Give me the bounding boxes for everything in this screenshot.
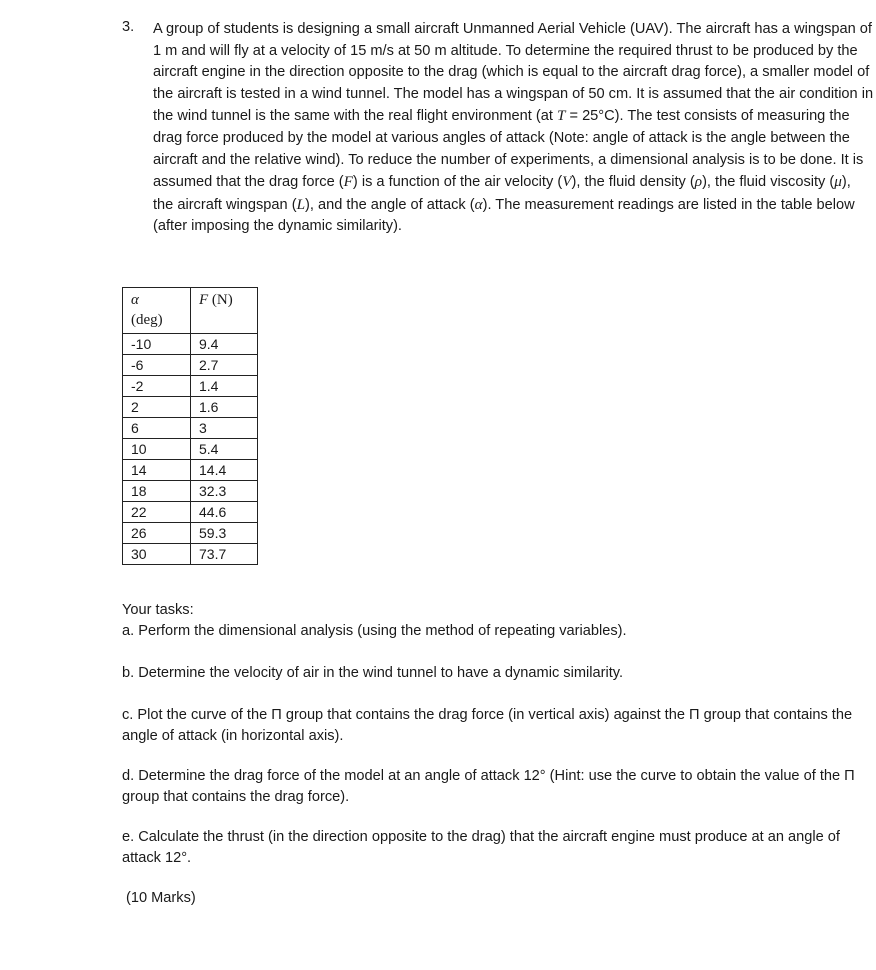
table-row <box>123 481 258 502</box>
math-symbol: F <box>343 173 353 191</box>
text-segment: = 25°C). The test consists of measuring the drag force produced by the model at various angles of attack (Note: angle of attack is the angle between the aircraft and the relative wind). To reduce the number of experiments, a dimensional analysis is to be done. It is assumed that the drag force ( <box>153 108 864 191</box>
force-cell: 32.3 <box>191 481 258 502</box>
force-column-header: F (N) <box>191 288 258 334</box>
force-cell: 3 <box>191 418 258 439</box>
force-cell: 5.4 <box>191 439 258 460</box>
math-symbol: T <box>556 107 566 125</box>
math-symbol: μ <box>834 173 842 191</box>
measurement-table <box>122 287 258 565</box>
table-row <box>123 502 258 523</box>
math-symbol: ρ <box>694 173 703 191</box>
task-c: c. Plot the curve of the Π group that contains the drag force (in vertical axis) against the Π group that contains the angle of attack (in horizontal axis). <box>122 707 853 744</box>
angle-cell: 22 <box>123 502 191 523</box>
text-segment: ), and the angle of attack ( <box>305 196 475 213</box>
angle-cell: 18 <box>123 481 191 502</box>
force-cell: 2.7 <box>191 355 258 376</box>
tasks-section <box>122 600 874 909</box>
text-segment: ). The measurement readings are listed in the table below (after imposing the dynamic similarity). <box>153 196 855 235</box>
table-row <box>123 460 258 481</box>
question-number: 3. <box>122 19 135 35</box>
angle-cell: -6 <box>123 355 191 376</box>
table-row <box>123 439 258 460</box>
angle-cell: -2 <box>123 376 191 397</box>
table-row <box>123 397 258 418</box>
math-symbol: α <box>474 195 483 213</box>
question-text <box>153 19 874 238</box>
text-segment: ) is a function of the air velocity ( <box>352 174 563 191</box>
angle-cell: 14 <box>123 460 191 481</box>
task-b: b. Determine the velocity of air in the wind tunnel to have a dynamic similarity. <box>122 665 624 681</box>
task-a: a. Perform the dimensional analysis (using the method of repeating variables). <box>122 623 627 639</box>
text-segment: ), the fluid viscosity ( <box>702 174 835 191</box>
task-d: d. Determine the drag force of the model at an angle of attack 12° (Hint: use the curve to obtain the value of the Π group that contains the drag force). <box>122 768 855 805</box>
text-segment: A group of students is designing a small aircraft Unmanned Aerial Vehicle (UAV). The aircraft has a wingspan of 1 m and will fly at a velocity of 15 m/s at 50 m altitude. To determine the required thrust to be produced by the aircraft engine in the direction opposite to the drag (which is equal to the aircraft drag force), a smaller model of the aircraft is tested in a wind tunnel. The model has a wingspan of 50 cm. It is assumed that the air condition in the wind tunnel is the same with the real flight environment (at <box>153 21 874 125</box>
table-row <box>123 355 258 376</box>
force-cell: 1.4 <box>191 376 258 397</box>
math-symbol: L <box>296 195 306 213</box>
table-row <box>123 523 258 544</box>
table-header-row <box>123 288 258 334</box>
table-row <box>123 334 258 355</box>
force-cell: 9.4 <box>191 334 258 355</box>
text-segment: ), the fluid density ( <box>571 174 695 191</box>
table-row <box>123 376 258 397</box>
table-row <box>123 418 258 439</box>
angle-cell: 30 <box>123 544 191 565</box>
table-row <box>123 544 258 565</box>
angle-cell: -10 <box>123 334 191 355</box>
angle-cell: 10 <box>123 439 191 460</box>
angle-column-header: α (deg) <box>123 288 191 334</box>
force-cell: 44.6 <box>191 502 258 523</box>
math-symbol: V <box>562 173 572 191</box>
angle-cell: 26 <box>123 523 191 544</box>
problem-statement <box>122 19 874 238</box>
force-cell: 1.6 <box>191 397 258 418</box>
angle-cell: 6 <box>123 418 191 439</box>
marks-label: (10 Marks) <box>126 890 196 906</box>
force-cell: 14.4 <box>191 460 258 481</box>
text-segment: ), the aircraft wingspan ( <box>153 174 851 213</box>
tasks-heading: Your tasks: <box>122 602 194 618</box>
force-cell: 73.7 <box>191 544 258 565</box>
force-cell: 59.3 <box>191 523 258 544</box>
task-e: e. Calculate the thrust (in the direction opposite to the drag) that the aircraft engine must produce at an angle of attack 12°. <box>122 829 840 866</box>
angle-cell: 2 <box>123 397 191 418</box>
